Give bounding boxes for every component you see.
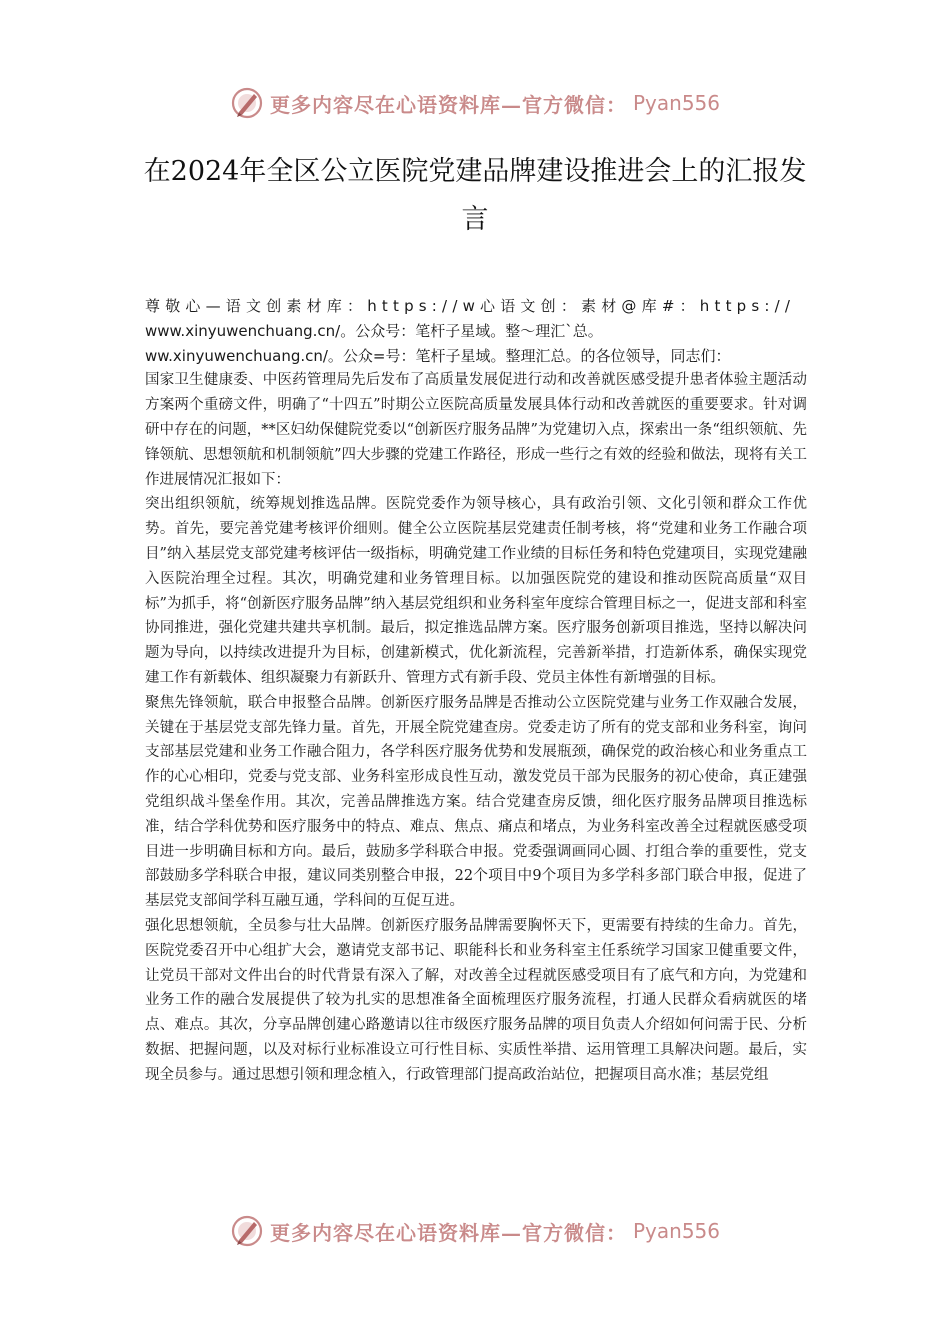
pen-logo-icon bbox=[230, 86, 264, 120]
document-body bbox=[145, 294, 807, 1088]
banner-wechat-id: Pyan556 bbox=[632, 1219, 720, 1243]
banner-text: 更多内容尽在心语资料库—官方微信： bbox=[269, 1220, 627, 1245]
body-paragraph: 突出组织领航，统筹规划推选品牌。医院党委作为领导核心，具有政治引领、文化引领和群众工作优势。首先，要完善党建考核评价细则。健全公立医院基层党建责任制考核，将“党建和业务工作融合项目”纳入基层党支部党建考核评估一级指标，明确党建工作业绩的目标任务和特色党建项目，实现党建融入医院治理全过程。其次，明确党建和业务管理目标。以加强医院党的建设和推动医院高质量“双目标”为抓手，将“创新医疗服务品牌”纳入基层党组织和业务科室年度综合管理目标之一，促进支部和科室协同推进，强化党建共建共享机制。最后，拟定推选品牌方案。医疗服务创新项目推选，坚持以解决问题为导向，以持续改进提升为目标，创建新模式，优化新流程，完善新举措，打造新体系，确保实现党建工作有新载体、组织凝聚力有新跃升、管理方式有新手段、党员主体性有新增强的目标。 bbox=[145, 496, 807, 686]
body-paragraph: 强化思想领航，全员参与壮大品牌。创新医疗服务品牌需要胸怀天下，更需要有持续的生命力。首先，医院党委召开中心组扩大会，邀请党支部书记、职能科长和业务科室主任系统学习国家卫健重要文件，让党员干部对文件出台的时代背景有深入了解，对改善全过程就医感受项目有了底气和方向，为党建和业务工作的融合发展提供了较为扎实的思想准备全面梳理医疗服务流程，打通人民群众看病就医的堵点、难点。其次，分享品牌创建心路邀请以往市级医疗服务品牌的项目负责人介绍如何问需于民、分析数据、把握问题，以及对标行业标准设立可行性目标、实质性举措、运用管理工具解决问题。最后，实现全员参与。通过思想引领和理念植入，行政管理部门提高政治站位，把握项目高水准；基层党组 bbox=[145, 917, 807, 1083]
body-paragraph: 国家卫生健康委、中医药管理局先后发布了高质量发展促进行动和改善就医感受提升患者体验主题活动方案两个重磅文件，明确了“十四五”时期公立医院高质量发展具体行动和改善就医的重要要求。针对调研中存在的问题，**区妇幼保健院党委以“创新医疗服务品牌”为党建切入点，探索出一条“组织领航、先锋领航、思想领航和机制领航”四大步骤的党建工作路径，形成一些行之有效的经验和做法，现将有关工作进展情况汇报如下： bbox=[145, 372, 807, 488]
banner-text: 更多内容尽在心语资料库—官方微信： bbox=[269, 92, 627, 117]
lead-line-1: 尊敬心—语文创素材库：https://w心语文创：素材@库#：https:// bbox=[145, 297, 796, 315]
lead-line-3: ww.xinyuwenchuang.cn/。公众=号：笔杆子星域。整理汇总。的各位领导，同志们： bbox=[145, 346, 731, 365]
header-watermark-banner bbox=[0, 78, 950, 128]
banner-wechat-id: Pyan556 bbox=[632, 91, 720, 115]
pen-logo-icon bbox=[230, 1214, 264, 1248]
body-paragraph: 聚焦先锋领航，联合申报整合品牌。创新医疗服务品牌是否推动公立医院党建与业务工作双融合发展，关键在于基层党支部先锋力量。首先，开展全院党建查房。党委走访了所有的党支部和业务科室，询问支部基层党建和业务工作融合阻力，各学科医疗服务优势和发展瓶颈，确保党的政治核心和业务重点工作的心心相印，党委与党支部、业务科室形成良性互动，激发党员干部为民服务的初心使命，真正建强党组织战斗堡垒作用。其次，完善品牌推选方案。结合党建查房反馈，细化医疗服务品牌项目推选标准，结合学科优势和医疗服务中的特点、难点、焦点、痛点和堵点，为业务科室改善全过程就医感受项目进一步明确目标和方向。最后，鼓励多学科联合申报。党委强调画同心圆、打组合拳的重要性，党支部鼓励多学科联合申报，建议同类别整合申报，22个项目中9个项目为多学科多部门联合申报，促进了基层党支部间学科互融互通，学科间的互促互进。 bbox=[145, 694, 807, 910]
footer-watermark-banner bbox=[0, 1206, 950, 1256]
lead-line-2: www.xinyuwenchuang.cn/。公众号：笔杆子星域。整～理汇`总。 bbox=[145, 321, 603, 340]
document-title: 在2024年全区公立医院党建品牌建设推进会上的汇报发言 bbox=[143, 156, 807, 235]
